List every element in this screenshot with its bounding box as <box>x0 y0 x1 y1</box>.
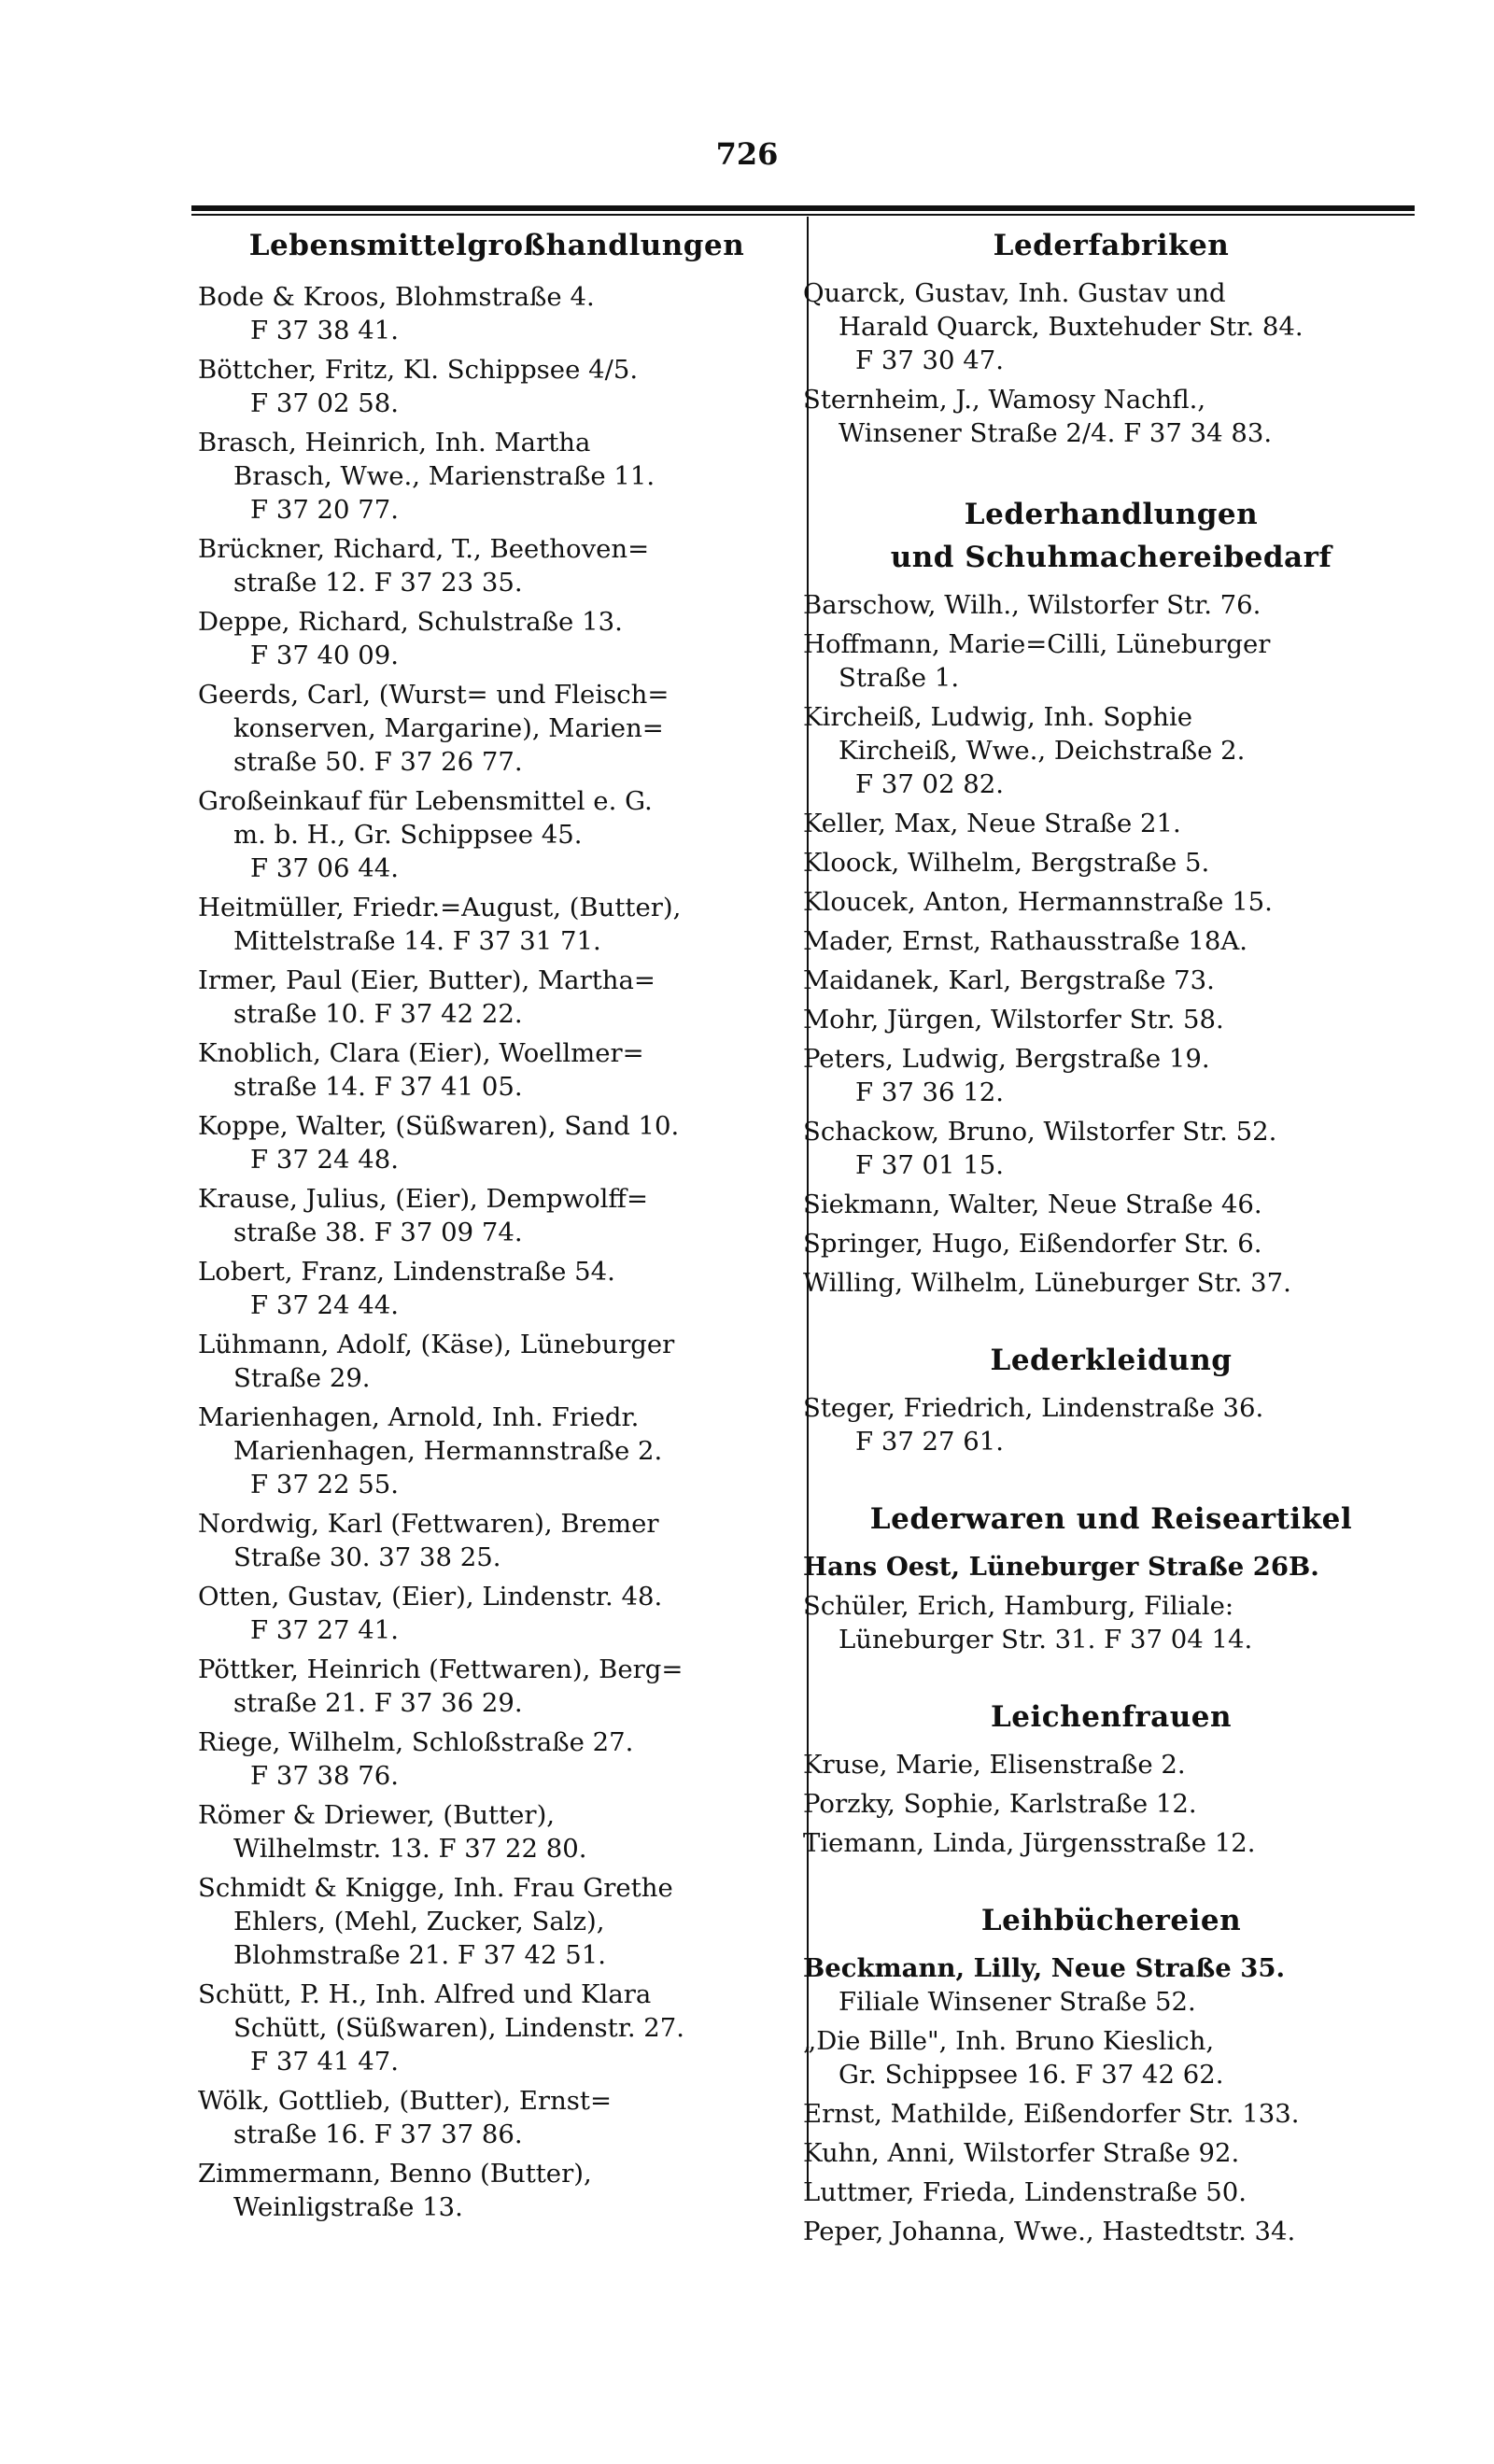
entry-name-line: Schackow, Bruno, Wilstorfer Str. 52. <box>803 1117 1277 1147</box>
directory-entry <box>198 532 796 599</box>
entry-continuation-line: Filiale Winsener Straße 52. <box>839 1987 1196 2017</box>
entry-continuation-line: F 37 38 41. <box>250 316 400 345</box>
entry-name-line: Ernst, Mathilde, Eißendorfer Str. 133. <box>803 2099 1300 2129</box>
entry-name-line: Lühmann, Adolf, (Käse), Lüneburger <box>198 1330 675 1359</box>
entry-name-line: Keller, Max, Neue Straße 21. <box>803 809 1181 838</box>
directory-entry <box>198 2084 796 2151</box>
directory-entry <box>803 1003 1419 1036</box>
section <box>803 1498 1419 1656</box>
entry-name-line: Nordwig, Karl (Fettwaren), Bremer <box>198 1509 659 1539</box>
entry-continuation-line: straße 10. F 37 42 22. <box>233 999 523 1029</box>
entry-continuation-line: straße 38. F 37 09 74. <box>233 1218 523 1247</box>
entry-continuation-line: F 37 24 48. <box>250 1145 400 1175</box>
entry-continuation-line: F 37 22 55. <box>250 1470 400 1500</box>
entry-name-line: Mader, Ernst, Rathausstraße 18A. <box>803 926 1248 956</box>
entry-continuation-line: Straße 30. 37 38 25. <box>233 1542 501 1572</box>
directory-entry <box>198 1401 796 1501</box>
entry-name-line: Barschow, Wilh., Wilstorfer Str. 76. <box>803 590 1261 620</box>
entry-name-line: Schmidt & Knigge, Inh. Frau Grethe <box>198 1873 673 1903</box>
entry-continuation-line: straße 16. F 37 37 86. <box>233 2119 523 2149</box>
page-number: 726 <box>715 136 779 172</box>
entry-name-line: Quarck, Gustav, Inh. Gustav und <box>803 278 1226 308</box>
section-heading: Leichenfrauen <box>990 1700 1233 1734</box>
directory-entry <box>198 1507 796 1574</box>
directory-entry <box>198 1798 796 1866</box>
entry-continuation-line: Straße 1. <box>839 663 960 693</box>
directory-entry <box>803 1115 1419 1182</box>
section-heading: Lebensmittelgroßhandlungen <box>248 229 745 262</box>
entry-name-line: Kloock, Wilhelm, Bergstraße 5. <box>803 848 1210 878</box>
directory-entry <box>198 2157 796 2224</box>
directory-entry <box>803 627 1419 695</box>
entry-name-line: Steger, Friedrich, Lindenstraße 36. <box>803 1393 1264 1423</box>
entry-name-line: Peters, Ludwig, Bergstraße 19. <box>803 1044 1210 1074</box>
section <box>803 1899 1419 2248</box>
entry-name-line: Pöttker, Heinrich (Fettwaren), Berg= <box>198 1654 684 1684</box>
entry-name-line: Siekmann, Walter, Neue Straße 46. <box>803 1190 1262 1219</box>
entry-name-line: Kruse, Marie, Elisenstraße 2. <box>803 1750 1186 1780</box>
directory-entry <box>803 1826 1419 1860</box>
directory-entry <box>803 2097 1419 2131</box>
directory-entry <box>198 1036 796 1104</box>
directory-entry <box>803 276 1419 377</box>
entry-continuation-line: straße 50. F 37 26 77. <box>233 747 523 777</box>
entry-continuation-line: konserven, Margarine), Marien= <box>233 713 664 743</box>
directory-entry <box>803 1787 1419 1821</box>
entry-name-line: Brasch, Heinrich, Inh. Martha <box>198 428 591 458</box>
entry-continuation-line: Weinligstraße 13. <box>233 2192 463 2222</box>
directory-entry <box>803 2215 1419 2248</box>
directory-entry <box>803 2175 1419 2209</box>
entry-name-line: „Die Bille", Inh. Bruno Kieslich, <box>803 2026 1215 2056</box>
entry-name-line: Knoblich, Clara (Eier), Woellmer= <box>198 1038 644 1068</box>
entry-continuation-line: F 37 27 61. <box>855 1427 1005 1457</box>
directory-entry <box>198 280 796 347</box>
entry-continuation-line: Harald Quarck, Buxtehuder Str. 84. <box>839 312 1304 342</box>
directory-entry <box>198 784 796 885</box>
entry-name-line: Kuhn, Anni, Wilstorfer Straße 92. <box>803 2138 1240 2168</box>
entry-name-line: Marienhagen, Arnold, Inh. Friedr. <box>198 1402 640 1432</box>
entry-name-line: Luttmer, Frieda, Lindenstraße 50. <box>803 2177 1247 2207</box>
directory-entry <box>198 1109 796 1176</box>
header-rule-thin <box>191 214 1415 216</box>
entry-name-line: Geerds, Carl, (Wurst= und Fleisch= <box>198 680 669 710</box>
directory-entry <box>803 846 1419 880</box>
directory-entry <box>803 588 1419 622</box>
entry-continuation-line: Straße 29. <box>233 1363 371 1393</box>
directory-entry <box>803 1550 1419 1584</box>
entry-continuation-line: straße 12. F 37 23 35. <box>233 568 523 598</box>
directory-entry <box>803 1266 1419 1300</box>
entry-continuation-line: F 37 30 47. <box>855 345 1005 375</box>
directory-entry <box>198 1328 796 1395</box>
entry-continuation-line: m. b. H., Gr. Schippsee 45. <box>233 820 583 850</box>
entry-continuation-line: F 37 36 12. <box>855 1077 1005 1107</box>
entry-name-line: Schütt, P. H., Inh. Alfred und Klara <box>198 1979 652 2009</box>
directory-entry <box>198 1182 796 1249</box>
entry-continuation-line: Lüneburger Str. 31. F 37 04 14. <box>839 1625 1253 1654</box>
entry-name-line: Hans Oest, Lüneburger Straße 26B. <box>803 1552 1319 1582</box>
entry-continuation-line: Gr. Schippsee 16. F 37 42 62. <box>839 2060 1224 2090</box>
entry-name-line: Mohr, Jürgen, Wilstorfer Str. 58. <box>803 1005 1224 1035</box>
entry-name-line: Römer & Driewer, (Butter), <box>198 1800 556 1830</box>
section <box>198 224 796 2224</box>
entry-name-line: Maidanek, Karl, Bergstraße 73. <box>803 965 1215 995</box>
entry-continuation-line: F 37 27 41. <box>250 1615 400 1645</box>
directory-entry <box>198 1580 796 1647</box>
entry-name-line: Koppe, Walter, (Süßwaren), Sand 10. <box>198 1111 680 1141</box>
entry-continuation-line: Brasch, Wwe., Marienstraße 11. <box>233 461 655 491</box>
section <box>803 224 1419 450</box>
entry-continuation-line: F 37 24 44. <box>250 1290 400 1320</box>
directory-entry <box>198 1653 796 1720</box>
entry-name-line: Riege, Wilhelm, Schloßstraße 27. <box>198 1727 634 1757</box>
entry-continuation-line: straße 21. F 37 36 29. <box>233 1688 523 1718</box>
directory-entry <box>803 2136 1419 2170</box>
directory-entry <box>803 1589 1419 1656</box>
entry-continuation-line: F 37 41 47. <box>250 2047 400 2077</box>
entry-name-line: Wölk, Gottlieb, (Butter), Ernst= <box>198 2086 612 2116</box>
entry-name-line: Irmer, Paul (Eier, Butter), Martha= <box>198 965 655 995</box>
entry-name-line: Deppe, Richard, Schulstraße 13. <box>198 607 623 637</box>
directory-entry <box>198 1255 796 1322</box>
entry-name-line: Springer, Hugo, Eißendorfer Str. 6. <box>803 1229 1262 1259</box>
right-column <box>803 224 1419 2254</box>
directory-entry <box>198 353 796 420</box>
entry-continuation-line: Winsener Straße 2/4. F 37 34 83. <box>839 418 1273 448</box>
section <box>803 1339 1419 1458</box>
entry-continuation-line: F 37 01 15. <box>855 1150 1005 1180</box>
entry-continuation-line: Marienhagen, Hermannstraße 2. <box>233 1436 663 1466</box>
entry-continuation-line: Blohmstraße 21. F 37 42 51. <box>233 1940 606 1970</box>
section-heading: Lederfabriken <box>993 229 1230 262</box>
directory-entry <box>803 1391 1419 1458</box>
entry-name-line: Bode & Kroos, Blohmstraße 4. <box>198 282 595 312</box>
directory-entry <box>803 2024 1419 2091</box>
section-heading: Lederhandlungen <box>964 498 1259 531</box>
entry-name-line: Kloucek, Anton, Hermannstraße 15. <box>803 887 1273 917</box>
section <box>803 1696 1419 1860</box>
entry-continuation-line: F 37 40 09. <box>250 641 400 670</box>
directory-entry <box>198 678 796 779</box>
header-rule <box>191 205 1415 211</box>
entry-continuation-line: Mittelstraße 14. F 37 31 71. <box>233 926 601 956</box>
directory-entry <box>803 1188 1419 1221</box>
directory-entry <box>803 924 1419 958</box>
entry-name-line: Beckmann, Lilly, Neue Straße 35. <box>803 1953 1286 1983</box>
directory-entry <box>198 891 796 958</box>
entry-name-line: Otten, Gustav, (Eier), Lindenstr. 48. <box>198 1582 663 1612</box>
directory-entry <box>198 1978 796 2078</box>
directory-entry <box>803 700 1419 801</box>
entry-name-line: Schüler, Erich, Hamburg, Filiale: <box>803 1591 1234 1621</box>
directory-entry <box>803 885 1419 919</box>
entry-name-line: Hoffmann, Marie=Cilli, Lüneburger <box>803 629 1271 659</box>
entry-name-line: Sternheim, J., Wamosy Nachfl., <box>803 385 1206 415</box>
entry-name-line: Tiemann, Linda, Jürgensstraße 12. <box>803 1828 1256 1858</box>
section-heading: Lederkleidung <box>990 1344 1233 1377</box>
entry-name-line: Böttcher, Fritz, Kl. Schippsee 4/5. <box>198 355 639 385</box>
entry-name-line: Peper, Johanna, Wwe., Hastedtstr. 34. <box>803 2217 1296 2246</box>
entry-continuation-line: F 37 02 58. <box>250 388 400 418</box>
directory-entry <box>803 1748 1419 1781</box>
entry-name-line: Brückner, Richard, T., Beethoven= <box>198 534 650 564</box>
section <box>803 493 1419 1300</box>
directory-entry <box>198 1725 796 1793</box>
entry-continuation-line: straße 14. F 37 41 05. <box>233 1072 523 1102</box>
entry-name-line: Heitmüller, Friedr.=August, (Butter), <box>198 893 682 922</box>
directory-entry <box>803 383 1419 450</box>
entry-name-line: Krause, Julius, (Eier), Dempwolff= <box>198 1184 649 1214</box>
entry-continuation-line: Schütt, (Süßwaren), Lindenstr. 27. <box>233 2013 685 2043</box>
section-heading-line2: und Schuhmachereibedarf <box>890 541 1332 574</box>
entry-name-line: Porzky, Sophie, Karlstraße 12. <box>803 1789 1197 1819</box>
entry-continuation-line: Ehlers, (Mehl, Zucker, Salz), <box>233 1907 605 1936</box>
directory-entry <box>198 426 796 527</box>
directory-entry <box>198 1871 796 1972</box>
entry-continuation-line: Wilhelmstr. 13. F 37 22 80. <box>233 1834 587 1864</box>
entry-continuation-line: Kircheiß, Wwe., Deichstraße 2. <box>839 736 1246 766</box>
directory-entry <box>803 1042 1419 1109</box>
directory-entry <box>803 807 1419 840</box>
entry-name-line: Willing, Wilhelm, Lüneburger Str. 37. <box>803 1268 1291 1298</box>
entry-name-line: Großeinkauf für Lebensmittel e. G. <box>198 786 653 816</box>
entry-continuation-line: F 37 20 77. <box>250 495 400 525</box>
directory-entry <box>803 1227 1419 1260</box>
directory-entry <box>198 964 796 1031</box>
entry-name-line: Lobert, Franz, Lindenstraße 54. <box>198 1257 615 1287</box>
section-heading: Lederwaren und Reiseartikel <box>869 1502 1353 1536</box>
entry-continuation-line: F 37 02 82. <box>855 769 1005 799</box>
directory-entry <box>803 1951 1419 2019</box>
directory-entry <box>198 605 796 672</box>
entry-name-line: Zimmermann, Benno (Butter), <box>198 2159 592 2189</box>
directory-entry <box>803 964 1419 997</box>
section-heading: Leihbüchereien <box>980 1904 1242 1937</box>
left-column <box>198 224 796 2230</box>
entry-continuation-line: F 37 38 76. <box>250 1761 400 1791</box>
entry-name-line: Kircheiß, Ludwig, Inh. Sophie <box>803 702 1193 732</box>
entry-continuation-line: F 37 06 44. <box>250 853 400 883</box>
